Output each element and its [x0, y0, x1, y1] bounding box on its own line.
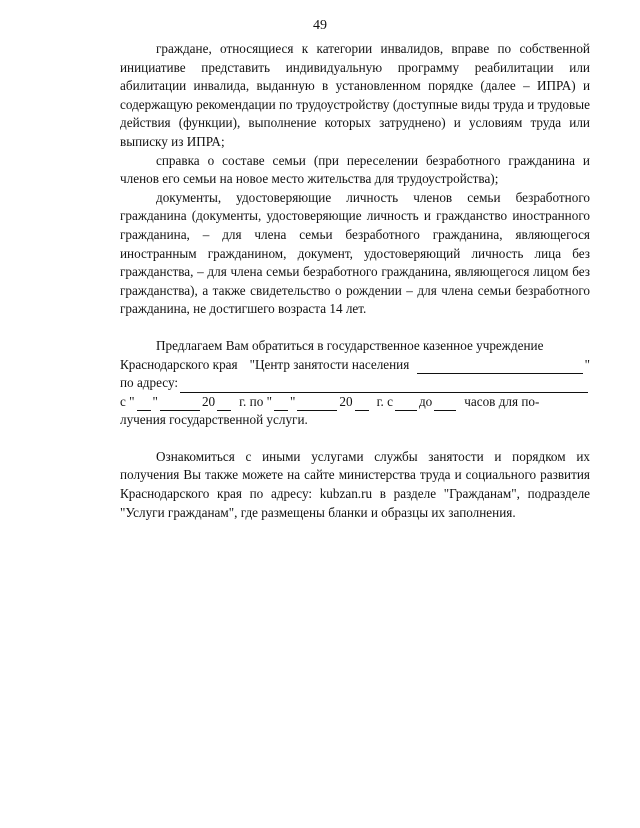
address-blank	[180, 379, 588, 393]
offer-line-3	[120, 374, 590, 393]
offer-line-1: Предлагаем Вам обратиться в государственное казенное учреждение	[156, 337, 544, 353]
paragraph-family-documents: документы, удостоверяющие личность членов семьи безработного гражданина (документы, удостоверяющие личность и гражданство иностранного гражданина, – для члена семьи безработного гражданина, являющегося иностранным гражданином, документ, удостоверяющий личность лица без гражданства, – для члена семьи безработного гражданина, являющегося лицом без гражданства), а также свидетельство о рождении – для члена семьи безработного гражданина, не достигшего возраста 14 лет.	[120, 189, 590, 317]
time-to-blank	[434, 397, 456, 411]
day-to-blank	[274, 397, 288, 411]
address-label: по адресу:	[120, 375, 179, 391]
time-to-prefix: до	[418, 393, 433, 409]
time-from-blank	[395, 397, 417, 411]
year-from-blank	[217, 397, 231, 411]
month-to-blank	[297, 397, 337, 411]
date-from-prefix: с "	[120, 393, 135, 409]
center-name-blank	[417, 360, 582, 374]
date-from-quote: "	[152, 393, 158, 409]
offer-line-5: лучения государственной услуги.	[120, 412, 308, 428]
time-from-prefix: г. с	[376, 393, 393, 409]
offer-block	[120, 337, 590, 430]
center-name-close-quote: "	[584, 356, 590, 372]
year-from-label: 20	[201, 393, 216, 409]
region-label: Краснодарского края	[120, 356, 238, 372]
document-body	[120, 40, 590, 522]
year-to-label: 20	[339, 393, 353, 409]
paragraph-info: Ознакомиться с иными услугами службы занятости и порядком их получения Вы также можете на сайте министерства труда и социального развития Краснодарского края по адресу: kubzan.ru в разделе "Гражданам", подразделе "Услуги гражданам", где размещены бланки и образцы их заполнения.	[120, 448, 590, 520]
day-from-blank	[137, 397, 151, 411]
month-from-blank	[160, 397, 200, 411]
hours-tail-label: часов для по-	[464, 393, 540, 409]
offer-line-2	[120, 356, 590, 375]
date-to-quote: "	[289, 393, 296, 409]
offer-line-4	[120, 393, 590, 412]
year-to-blank	[355, 397, 369, 411]
paragraph-family-certificate: справка о составе семьи (при переселении безработного гражданина и членов его семьи на новое место жительства для трудоустройства);	[120, 152, 590, 187]
paragraph-ipra: граждане, относящиеся к категории инвалидов, вправе по собственной инициативе представить индивидуальную программу реабилитации или абилитации инвалида, выданную в установленном порядке (далее – ИПРА) и содержащую рекомендации по трудоустройству (доступные виды труда и трудовые действия (функции), выполнение которых затруднено) и условиям труда или выписку из ИПРА;	[120, 41, 590, 149]
page-number: 49	[313, 18, 327, 33]
date-to-prefix: г. по "	[239, 393, 272, 409]
center-name-label: "Центр занятости населения	[249, 356, 410, 372]
